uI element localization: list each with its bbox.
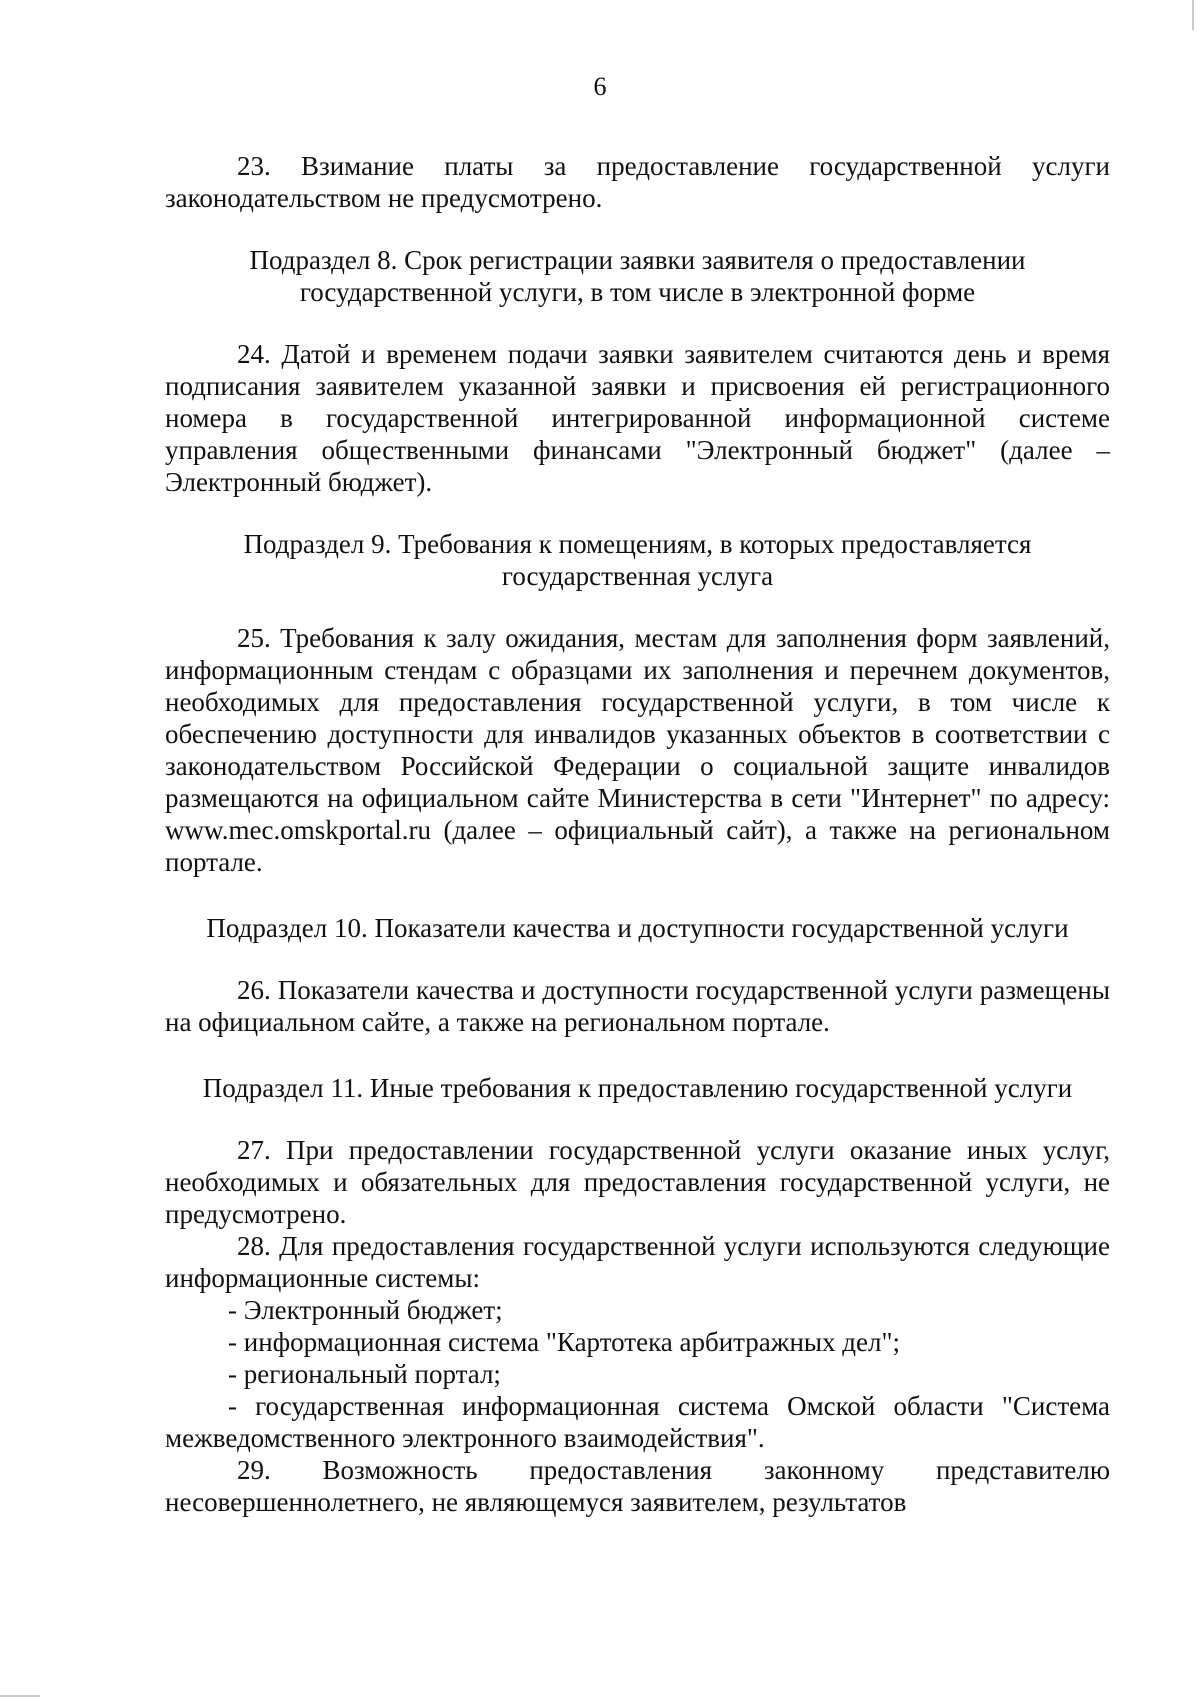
paragraph-28: 28. Для предоставления государственной услуги используются следующие информационные системы: (165, 1231, 1110, 1293)
list-item-interagency-system: - государственная информационная система Омской области "Система межведомственного электронного взаимодействия". (165, 1391, 1110, 1453)
paragraph-26: 26. Показатели качества и доступности государственной услуги размещены на официальном сайте, а также на региональном портале. (165, 975, 1110, 1037)
list-item-electronic-budget: - Электронный бюджет; (228, 1295, 503, 1325)
paragraph-24: 24. Датой и временем подачи заявки заявителем считаются день и время подписания заявителем указанной заявки и присвоения ей регистрационного номера в государственной интегрированной информационной системе управления общественными финансами "Электронный бюджет" (далее – Электронный бюджет). (165, 339, 1110, 497)
paragraph-25: 25. Требования к залу ожидания, местам для заполнения форм заявлений, информационным стендам с образцами их заполнения и перечнем документов, необходимых для предоставления государственной услуги, в том числе к обеспечению доступности для инвалидов указанных объектов в соответствии с законодательством Российской Федерации о социальной защите инвалидов размещаются на официальном сайте Министерства в сети "Интернет" по адресу: www.mec.omskportal.ru (далее – официальный сайт), а также на региональном портале. (165, 623, 1110, 877)
heading-subsection-9: Подраздел 9. Требования к помещениям, в которых предоставляется государственная услуга (243, 529, 1032, 591)
document-body (165, 150, 1110, 1518)
heading-subsection-10: Подраздел 10. Показатели качества и доступности государственной услуги (206, 913, 1069, 943)
scan-edge-mark (1192, 0, 1194, 30)
paragraph-29: 29. Возможность предоставления законному представителю несовершеннолетнего, не являющемуся заявителем, результатов (165, 1455, 1110, 1517)
page-number: 6 (593, 72, 607, 101)
paragraph-27: 27. При предоставлении государственной услуги оказание иных услуг, необходимых и обязательных для предоставления государственной услуги, не предусмотрено. (165, 1135, 1110, 1229)
heading-subsection-11: Подраздел 11. Иные требования к предоставлению государственной услуги (202, 1073, 1073, 1103)
heading-subsection-8: Подраздел 8. Срок регистрации заявки заявителя о предоставлении государственной услуги, в том числе в электронной форме (249, 245, 1026, 307)
paragraph-23: 23. Взимание платы за предоставление государственной услуги законодательством не предусмотрено. (165, 151, 1110, 213)
list-item-arbitration-cases: - информационная система "Картотека арбитражных дел"; (228, 1327, 901, 1357)
list-item-regional-portal: - региональный портал; (228, 1359, 501, 1389)
